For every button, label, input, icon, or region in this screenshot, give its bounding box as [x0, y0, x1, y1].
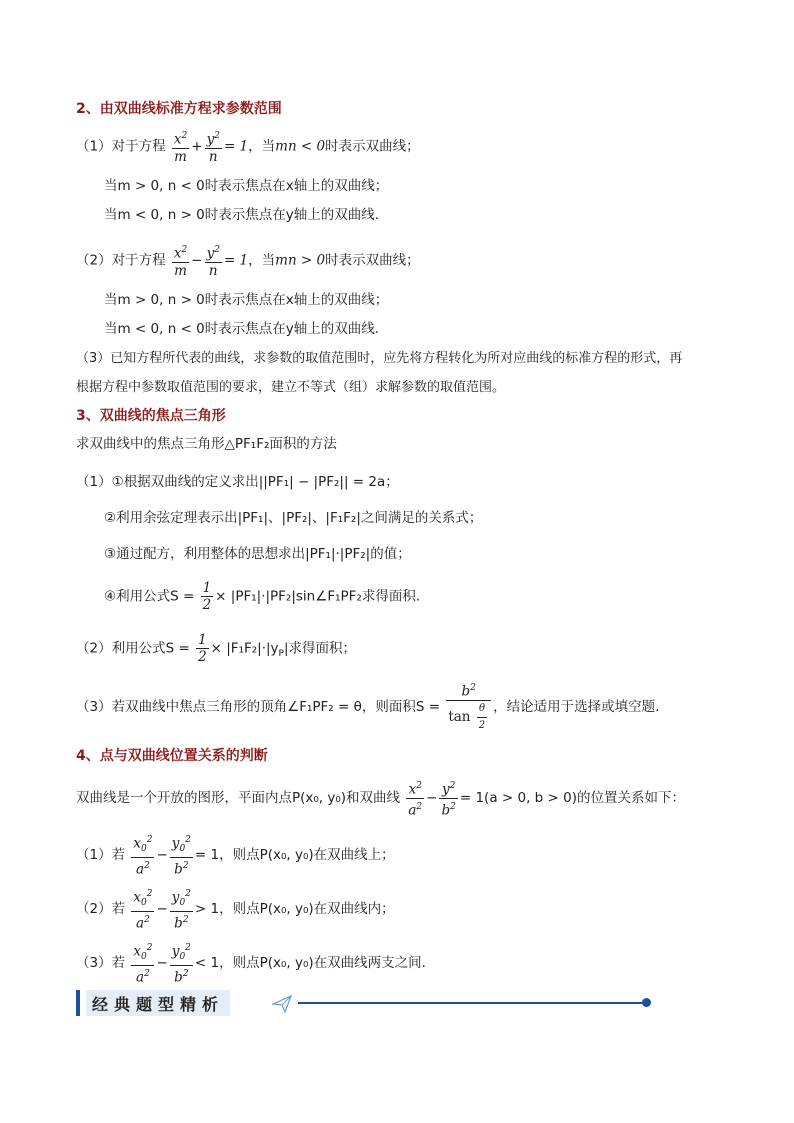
paper-plane-icon — [272, 994, 292, 1014]
s2-item-1: （1）对于方程 $\frac{x^2}{m}$ + $\frac{y^2}{n}$ = 1，当mn < 0时表示双曲线； — [76, 128, 420, 165]
section-4-title: 4、点与双曲线位置关系的判断 — [76, 748, 268, 764]
s3-item-5: （2）利用公式S = $\frac{1}{2}$ × $|F_1F_2|\cdot|y_P|$求得面积； — [76, 632, 357, 665]
s3-item-4: ④利用公式S = $\frac{1}{2}$ × |PF₁|·|PF₂|sin∠F₁PF₂求得面积. — [104, 580, 421, 613]
s3-intro: 求双曲线中的焦点三角形△PF₁F₂面积的方法 — [76, 436, 337, 452]
s4-intro: 双曲线是一个开放的图形，平面内点P(x₀, y₀)和双曲线 $\frac{x^2}{a^2}$ − $\frac{y^2}{b^2}$ = 1(a > 0, b > 0)的位置关系如下： — [76, 778, 685, 818]
s4-case-3: （3）若 $\frac{x_0^2}{a^2}$ − $\frac{y_0^2}{b^2}$ < 1，则点P(x₀, y₀)在双曲线两支之间. — [76, 940, 426, 986]
banner-rule — [298, 1002, 644, 1004]
banner-dot — [642, 998, 651, 1007]
banner-title: 经典题型精析 — [92, 994, 225, 1014]
s2-item-2b: 当m < 0, n < 0时表示焦点在y轴上的双曲线. — [104, 321, 380, 337]
s3-item-2: ②利用余弦定理表示出|PF₁|、|PF₂|、|F₁F₂|之间满足的关系式； — [104, 510, 483, 526]
s3-item-3: ③通过配方，利用整体的思想求出|PF₁|·|PF₂|的值； — [104, 546, 411, 562]
s3-item-6: （3）若双曲线中焦点三角形的顶角∠F₁PF₂ = θ，则面积S = $b^2$ tan $\frac{\theta}{2}$ ，结论适用于选择或填空题. — [76, 680, 659, 734]
s2-item-3b: 根据方程中参数取值范围的要求，建立不等式（组）求解参数的取值范围。 — [76, 380, 506, 395]
section-3-title: 3、双曲线的焦点三角形 — [76, 408, 226, 424]
section-banner — [76, 988, 576, 1018]
s2-item-2a: 当m > 0, n > 0时表示焦点在x轴上的双曲线； — [104, 292, 389, 308]
banner-label-box — [86, 990, 230, 1016]
s2-item-3a: （3）已知方程所代表的曲线，求参数的取值范围时，应先将方程转化为所对应曲线的标准方程的形式，再 — [76, 351, 683, 366]
banner-accent-bar — [76, 990, 80, 1016]
s4-case-1: （1）若 $\frac{x_0^2}{a^2}$ − $\frac{y_0^2}{b^2}$ = 1，则点P(x₀, y₀)在双曲线上； — [76, 832, 395, 878]
s3-item-1: （1）①根据双曲线的定义求出||PF₁| − |PF₂|| = 2a； — [76, 474, 399, 490]
s2-item-1b: 当m < 0, n > 0时表示焦点在y轴上的双曲线. — [104, 207, 380, 223]
s2-item-1a: 当m > 0, n < 0时表示焦点在x轴上的双曲线； — [104, 178, 389, 194]
section-2-title: 2、由双曲线标准方程求参数范围 — [76, 101, 282, 117]
s2-item-2: （2）对于方程 $\frac{x^2}{m}$ − $\frac{y^2}{n}$ = 1，当mn > 0时表示双曲线； — [76, 242, 420, 279]
s4-case-2: （2）若 $\frac{x_0^2}{a^2}$ − $\frac{y_0^2}{b^2}$ > 1，则点P(x₀, y₀)在双曲线内； — [76, 886, 395, 932]
